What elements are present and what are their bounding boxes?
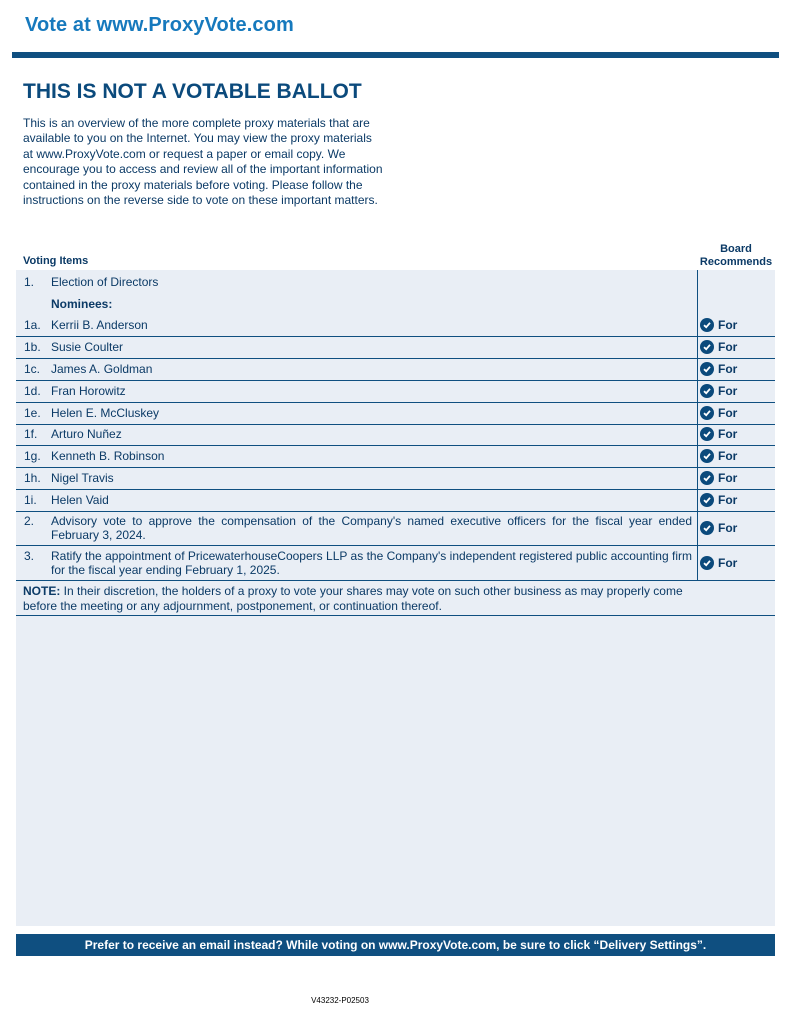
nominee-row-1c — [16, 362, 775, 381]
recommendation-1h — [700, 471, 737, 485]
recommendation-text: For — [718, 556, 738, 570]
nominee-name: Susie Coulter — [51, 340, 124, 354]
check-circle-icon — [700, 340, 714, 354]
check-circle-icon — [700, 493, 714, 507]
footer-banner: Prefer to receive an email instead? While voting on www.ProxyVote.com, be sure to click “Delivery Settings”. — [16, 934, 775, 956]
nominee-row-1d — [16, 384, 775, 403]
recommendation-text: For — [718, 384, 738, 398]
recommendation-2 — [700, 521, 737, 535]
item-number: 1. — [24, 275, 35, 289]
header-bar — [12, 52, 779, 58]
recommendation-text: For — [718, 521, 738, 535]
header-title: Vote at www.ProxyVote.com — [25, 14, 294, 36]
check-circle-icon — [700, 318, 714, 332]
item-number: 1h. — [24, 471, 41, 485]
intro-paragraph: This is an overview of the more complete proxy materials that are available to you on the Internet. You may view the proxy materials at www.ProxyVote.com or request a paper or email copy. We encourage you to access and review all of the important information contained in the proxy materials before voting. Please follow the instructions on the reverse side to vote on these important matters. — [23, 116, 383, 208]
item-label: Ratify the appointment of PricewaterhouseCoopers LLP as the Company's independent registered public accounting firm for the fiscal year ending February 1, 2025. — [51, 549, 692, 577]
board-header-line1: Board — [720, 243, 752, 255]
check-circle-icon — [700, 362, 714, 376]
item-number: 1g. — [24, 449, 41, 463]
nominee-name: Fran Horowitz — [51, 384, 126, 398]
recommendation-text: For — [718, 362, 738, 376]
check-circle-icon — [700, 471, 714, 485]
recommendation-text: For — [718, 449, 738, 463]
nominee-name: Kenneth B. Robinson — [51, 449, 165, 463]
document-code: V43232-P02503 — [311, 996, 369, 1005]
note-label: NOTE: — [23, 584, 61, 598]
item-number: 1c. — [24, 362, 41, 376]
nominee-name: Nigel Travis — [51, 471, 114, 485]
board-header-line2: Recommends — [699, 255, 773, 268]
check-circle-icon — [700, 449, 714, 463]
nominee-name: Helen Vaid — [51, 493, 109, 507]
recommendation-1c — [700, 362, 737, 376]
item-label: Advisory vote to approve the compensation of the Company's named executive officers for the fiscal year ended February 3, 2024. — [51, 514, 692, 542]
check-circle-icon — [700, 384, 714, 398]
voting-items-header: Voting Items — [23, 255, 89, 267]
recommendation-text: For — [718, 493, 738, 507]
nominee-row-1f — [16, 427, 775, 446]
nominee-row-1i — [16, 493, 775, 512]
note-paragraph — [23, 584, 703, 613]
item-number: 1a. — [24, 318, 41, 332]
item-number: 1f. — [24, 427, 38, 441]
note-text: In their discretion, the holders of a proxy to vote your shares may vote on such other business as may properly come before the meeting or any adjournment, postponement, or continuation thereof. — [23, 584, 683, 613]
note-divider — [16, 615, 775, 616]
recommendation-text: For — [718, 406, 738, 420]
nominee-row-1h — [16, 471, 775, 490]
item-number: 1i. — [24, 493, 37, 507]
recommendation-3 — [700, 556, 737, 570]
recommendation-1e — [700, 406, 737, 420]
nominee-name: James A. Goldman — [51, 362, 153, 376]
item-number: 1d. — [24, 384, 41, 398]
recommendation-1b — [700, 340, 737, 354]
board-recommends-header — [697, 243, 775, 268]
recommendation-text: For — [718, 340, 738, 354]
nominees-label: Nominees: — [51, 297, 113, 311]
check-circle-icon — [700, 556, 714, 570]
recommendation-text: For — [718, 471, 738, 485]
recommendation-1i — [700, 493, 737, 507]
recommendation-1g — [700, 449, 737, 463]
recommendation-text: For — [718, 427, 738, 441]
item-1-row — [16, 275, 775, 295]
nominee-name: Arturo Nuñez — [51, 427, 122, 441]
check-circle-icon — [700, 521, 714, 535]
nominee-name: Helen E. McCluskey — [51, 406, 160, 420]
item-label: Election of Directors — [51, 275, 159, 289]
recommendation-1a — [700, 318, 737, 332]
recommendation-1d — [700, 384, 737, 398]
item-number: 2. — [24, 514, 35, 528]
nominee-row-1b — [16, 340, 775, 359]
nominee-row-1a — [16, 318, 775, 337]
nominees-row — [16, 297, 775, 317]
nominee-row-1g — [16, 449, 775, 468]
page-title: THIS IS NOT A VOTABLE BALLOT — [23, 80, 362, 103]
recommendation-text: For — [718, 318, 738, 332]
check-circle-icon — [700, 427, 714, 441]
item-number: 3. — [24, 549, 35, 563]
item-3-row — [16, 549, 775, 581]
check-circle-icon — [700, 406, 714, 420]
recommendation-1f — [700, 427, 737, 441]
nominee-name: Kerrii B. Anderson — [51, 318, 148, 332]
item-number: 1b. — [24, 340, 41, 354]
item-2-row — [16, 514, 775, 546]
item-number: 1e. — [24, 406, 41, 420]
nominee-row-1e — [16, 406, 775, 425]
